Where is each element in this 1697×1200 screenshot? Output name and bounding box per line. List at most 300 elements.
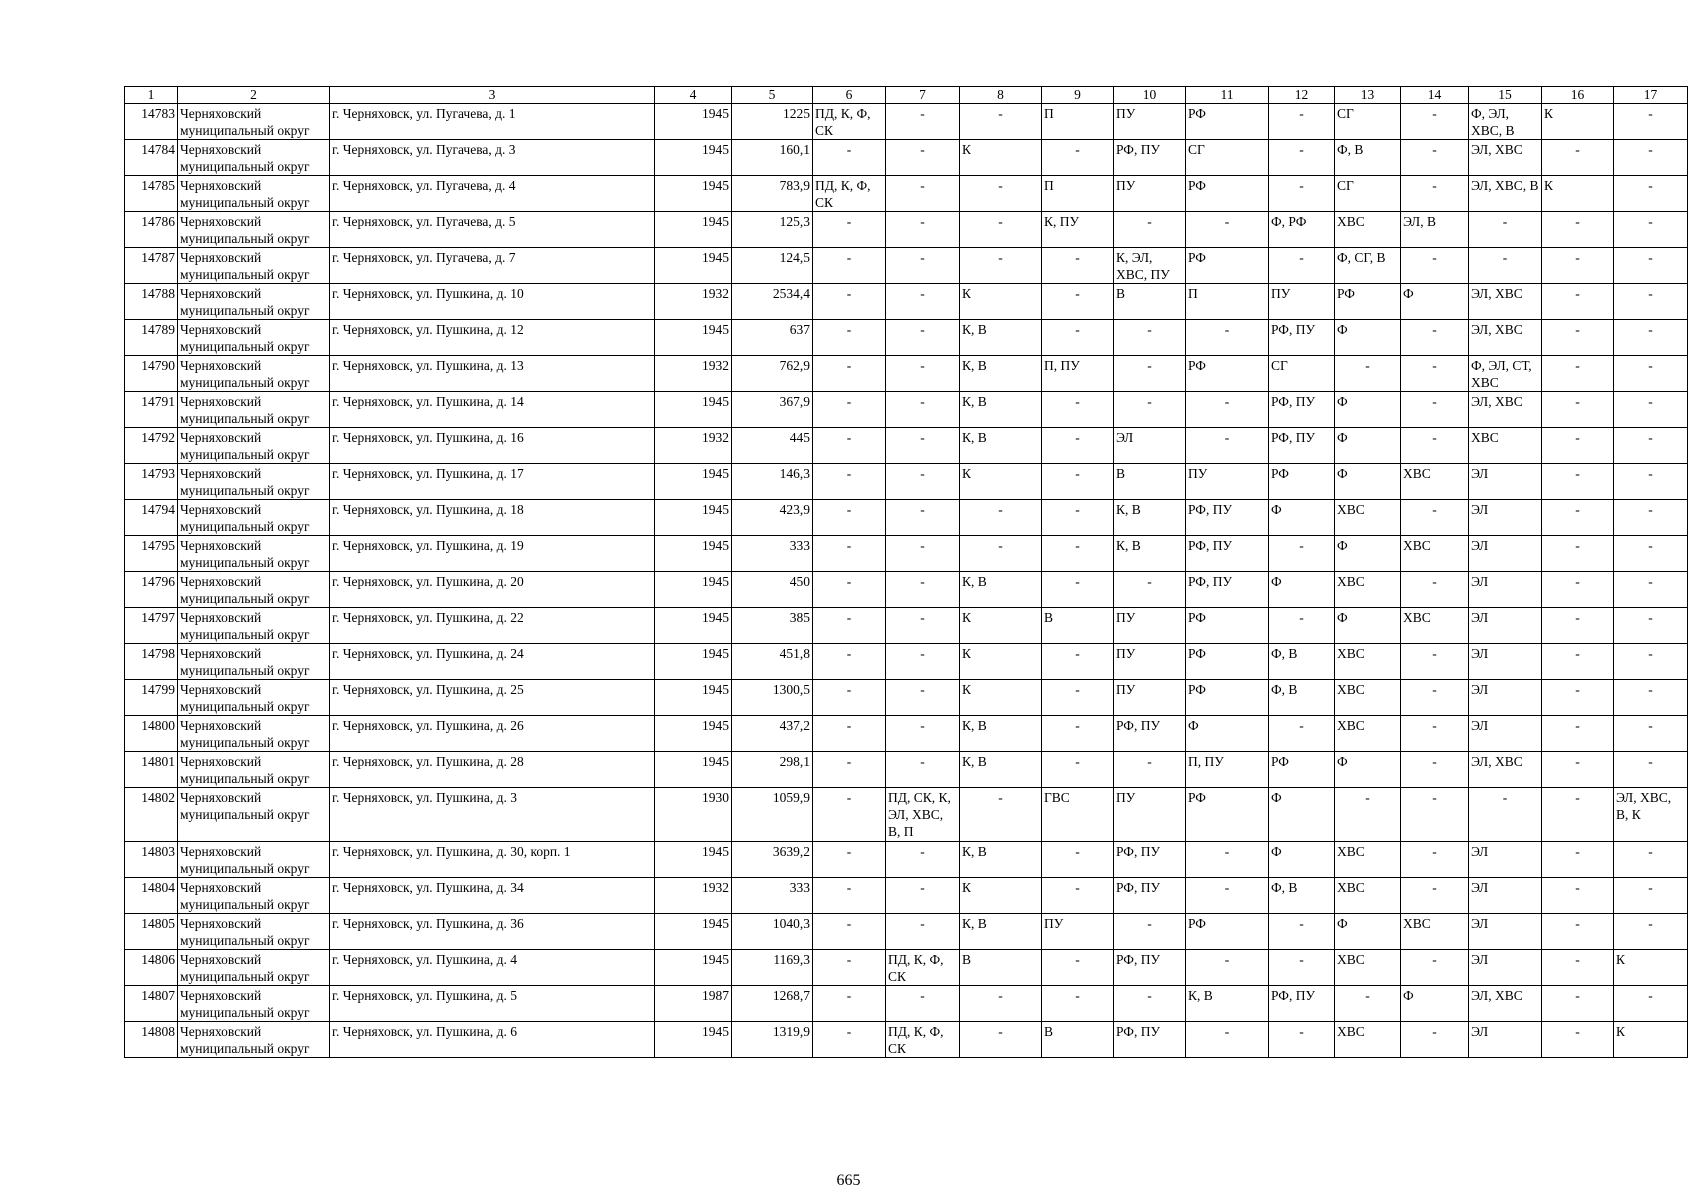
cell-col-15: ЭЛ [1469,842,1542,878]
cell-area: 333 [732,878,813,914]
cell-col-17: - [1614,392,1688,428]
cell-col-6: - [813,464,886,500]
cell-col-13: Ф, В [1335,140,1401,176]
cell-col-15: ЭЛ [1469,536,1542,572]
cell-col-8: - [960,788,1042,842]
cell-col-6: - [813,320,886,356]
cell-area: 1169,3 [732,950,813,986]
cell-district: Черняховский муниципальный округ [178,878,330,914]
cell-col-10: ПУ [1114,176,1186,212]
cell-col-13: Ф [1335,464,1401,500]
cell-col-14: - [1401,716,1469,752]
cell-area: 333 [732,536,813,572]
cell-col-15: ЭЛ [1469,716,1542,752]
cell-area: 2534,4 [732,284,813,320]
cell-col-7: - [886,356,960,392]
table-row [125,176,1688,212]
cell-district: Черняховский муниципальный округ [178,572,330,608]
cell-col-10: - [1114,572,1186,608]
cell-year-built: 1945 [655,176,732,212]
cell-col-7: - [886,392,960,428]
cell-col-7: - [886,644,960,680]
cell-col-15: ЭЛ [1469,644,1542,680]
cell-col-12: - [1269,716,1335,752]
cell-col-14: - [1401,752,1469,788]
cell-col-11: - [1186,842,1269,878]
cell-row-number: 14798 [125,644,178,680]
cell-col-8: К, В [960,842,1042,878]
cell-col-9: К, ПУ [1042,212,1114,248]
table-row [125,572,1688,608]
cell-col-12: Ф, В [1269,878,1335,914]
table-row [125,914,1688,950]
cell-col-8: К, В [960,428,1042,464]
cell-col-7: - [886,572,960,608]
cell-col-16: - [1542,842,1614,878]
cell-col-13: ХВС [1335,842,1401,878]
cell-col-17: - [1614,644,1688,680]
cell-col-9: - [1042,536,1114,572]
cell-col-13: ХВС [1335,1022,1401,1058]
table-row [125,356,1688,392]
cell-col-8: К, В [960,716,1042,752]
cell-col-6: - [813,752,886,788]
cell-col-11: РФ [1186,356,1269,392]
cell-col-7: - [886,500,960,536]
cell-col-7: - [886,104,960,140]
cell-col-12: ПУ [1269,284,1335,320]
cell-col-15: ХВС [1469,428,1542,464]
cell-col-9: - [1042,986,1114,1022]
cell-col-16: - [1542,644,1614,680]
cell-col-16: - [1542,500,1614,536]
cell-col-11: РФ [1186,680,1269,716]
cell-col-15: ЭЛ [1469,680,1542,716]
cell-col-14: - [1401,104,1469,140]
cell-col-14: - [1401,392,1469,428]
cell-col-17: - [1614,320,1688,356]
cell-row-number: 14795 [125,536,178,572]
cell-row-number: 14805 [125,914,178,950]
cell-col-10: ПУ [1114,104,1186,140]
cell-col-11: - [1186,212,1269,248]
cell-col-13: Ф [1335,608,1401,644]
cell-col-16: - [1542,950,1614,986]
cell-address: г. Черняховск, ул. Пушкина, д. 30, корп. 1 [330,842,655,878]
cell-col-12: - [1269,1022,1335,1058]
cell-col-11: Ф [1186,716,1269,752]
cell-year-built: 1945 [655,1022,732,1058]
cell-row-number: 14794 [125,500,178,536]
cell-address: г. Черняховск, ул. Пушкина, д. 34 [330,878,655,914]
cell-col-7: - [886,320,960,356]
cell-col-7: - [886,752,960,788]
cell-col-15: ЭЛ, ХВС [1469,284,1542,320]
cell-col-8: - [960,536,1042,572]
cell-col-6: - [813,716,886,752]
cell-col-17: - [1614,500,1688,536]
cell-address: г. Черняховск, ул. Пушкина, д. 18 [330,500,655,536]
cell-col-14: ХВС [1401,914,1469,950]
cell-address: г. Черняховск, ул. Пушкина, д. 24 [330,644,655,680]
cell-address: г. Черняховск, ул. Пушкина, д. 20 [330,572,655,608]
cell-col-8: В [960,950,1042,986]
cell-area: 385 [732,608,813,644]
cell-col-7: - [886,986,960,1022]
cell-col-10: РФ, ПУ [1114,842,1186,878]
cell-district: Черняховский муниципальный округ [178,248,330,284]
cell-year-built: 1945 [655,752,732,788]
cell-address: г. Черняховск, ул. Пушкина, д. 4 [330,950,655,986]
table-row [125,842,1688,878]
cell-col-6: - [813,140,886,176]
cell-row-number: 14803 [125,842,178,878]
cell-col-14: ХВС [1401,536,1469,572]
cell-col-12: - [1269,176,1335,212]
table-row [125,392,1688,428]
cell-col-8: К [960,644,1042,680]
cell-col-6: - [813,842,886,878]
cell-col-17: - [1614,140,1688,176]
cell-col-12: - [1269,104,1335,140]
cell-col-10: - [1114,914,1186,950]
cell-col-13: - [1335,788,1401,842]
cell-year-built: 1945 [655,914,732,950]
cell-col-8: - [960,212,1042,248]
cell-col-11: РФ [1186,176,1269,212]
cell-col-15: ЭЛ [1469,1022,1542,1058]
cell-col-10: К, ЭЛ, ХВС, ПУ [1114,248,1186,284]
cell-area: 160,1 [732,140,813,176]
cell-col-12: - [1269,536,1335,572]
cell-col-12: - [1269,914,1335,950]
cell-col-10: - [1114,752,1186,788]
cell-col-12: РФ, ПУ [1269,392,1335,428]
cell-col-12: Ф, В [1269,644,1335,680]
cell-col-6: - [813,572,886,608]
cell-col-15: ЭЛ [1469,464,1542,500]
cell-col-6: - [813,248,886,284]
cell-year-built: 1945 [655,392,732,428]
cell-col-9: - [1042,572,1114,608]
cell-district: Черняховский муниципальный округ [178,1022,330,1058]
cell-col-7: - [886,536,960,572]
cell-area: 1059,9 [732,788,813,842]
cell-col-12: Ф, РФ [1269,212,1335,248]
cell-col-15: ЭЛ, ХВС [1469,320,1542,356]
cell-col-11: - [1186,1022,1269,1058]
cell-area: 1040,3 [732,914,813,950]
cell-col-9: - [1042,752,1114,788]
cell-col-15: ЭЛ, ХВС [1469,140,1542,176]
cell-area: 783,9 [732,176,813,212]
cell-area: 146,3 [732,464,813,500]
cell-area: 124,5 [732,248,813,284]
table-row [125,248,1688,284]
cell-col-9: - [1042,428,1114,464]
cell-district: Черняховский муниципальный округ [178,284,330,320]
cell-col-16: - [1542,716,1614,752]
cell-col-9: ПУ [1042,914,1114,950]
column-header: 12 [1269,87,1335,104]
cell-col-10: В [1114,284,1186,320]
cell-col-12: РФ, ПУ [1269,986,1335,1022]
cell-district: Черняховский муниципальный округ [178,212,330,248]
cell-col-16: - [1542,248,1614,284]
cell-year-built: 1945 [655,104,732,140]
cell-col-8: К [960,140,1042,176]
cell-col-7: - [886,284,960,320]
cell-col-7: - [886,914,960,950]
cell-row-number: 14808 [125,1022,178,1058]
cell-address: г. Черняховск, ул. Пушкина, д. 19 [330,536,655,572]
cell-col-10: РФ, ПУ [1114,1022,1186,1058]
cell-year-built: 1945 [655,950,732,986]
cell-col-13: Ф [1335,752,1401,788]
cell-col-9: - [1042,392,1114,428]
cell-area: 451,8 [732,644,813,680]
cell-col-12: - [1269,248,1335,284]
cell-col-10: ПУ [1114,788,1186,842]
cell-address: г. Черняховск, ул. Пугачева, д. 4 [330,176,655,212]
cell-col-12: Ф, В [1269,680,1335,716]
cell-col-9: ГВС [1042,788,1114,842]
cell-col-17: - [1614,536,1688,572]
cell-row-number: 14788 [125,284,178,320]
cell-year-built: 1932 [655,284,732,320]
cell-year-built: 1945 [655,716,732,752]
cell-col-14: - [1401,248,1469,284]
cell-area: 762,9 [732,356,813,392]
cell-col-7: ПД, К, Ф, СК [886,1022,960,1058]
cell-col-7: - [886,608,960,644]
cell-col-12: РФ, ПУ [1269,428,1335,464]
cell-col-7: ПД, СК, К, ЭЛ, ХВС, В, П [886,788,960,842]
cell-col-15: ЭЛ, ХВС [1469,392,1542,428]
table-row [125,104,1688,140]
cell-address: г. Черняховск, ул. Пушкина, д. 10 [330,284,655,320]
cell-district: Черняховский муниципальный округ [178,320,330,356]
cell-col-11: - [1186,320,1269,356]
table-row [125,140,1688,176]
cell-col-15: Ф, ЭЛ, ХВС, В [1469,104,1542,140]
cell-col-17: - [1614,176,1688,212]
cell-col-15: ЭЛ [1469,608,1542,644]
cell-col-6: - [813,788,886,842]
cell-col-14: ЭЛ, В [1401,212,1469,248]
column-header: 16 [1542,87,1614,104]
table-row [125,1022,1688,1058]
cell-address: г. Черняховск, ул. Пушкина, д. 17 [330,464,655,500]
cell-col-7: - [886,716,960,752]
cell-col-15: Ф, ЭЛ, СТ, ХВС [1469,356,1542,392]
cell-col-10: РФ, ПУ [1114,140,1186,176]
cell-col-12: РФ, ПУ [1269,320,1335,356]
cell-col-9: - [1042,716,1114,752]
table-row [125,536,1688,572]
cell-col-8: - [960,104,1042,140]
cell-col-17: - [1614,752,1688,788]
cell-col-16: - [1542,536,1614,572]
cell-col-11: РФ [1186,248,1269,284]
cell-year-built: 1945 [655,644,732,680]
cell-col-14: ХВС [1401,608,1469,644]
cell-col-15: ЭЛ, ХВС, В [1469,176,1542,212]
cell-col-11: РФ, ПУ [1186,500,1269,536]
cell-col-7: - [886,464,960,500]
cell-address: г. Черняховск, ул. Пугачева, д. 5 [330,212,655,248]
cell-col-17: ЭЛ, ХВС, В, К [1614,788,1688,842]
cell-col-9: - [1042,248,1114,284]
cell-col-7: - [886,248,960,284]
cell-col-7: - [886,212,960,248]
cell-col-6: ПД, К, Ф, СК [813,176,886,212]
cell-row-number: 14791 [125,392,178,428]
cell-col-8: К [960,608,1042,644]
cell-col-6: - [813,986,886,1022]
cell-row-number: 14807 [125,986,178,1022]
cell-col-9: - [1042,878,1114,914]
column-header: 14 [1401,87,1469,104]
cell-year-built: 1932 [655,356,732,392]
cell-col-8: К, В [960,392,1042,428]
cell-col-12: СГ [1269,356,1335,392]
cell-row-number: 14793 [125,464,178,500]
cell-address: г. Черняховск, ул. Пушкина, д. 28 [330,752,655,788]
cell-col-8: К, В [960,356,1042,392]
cell-col-17: - [1614,284,1688,320]
cell-col-11: - [1186,878,1269,914]
table-row [125,680,1688,716]
cell-col-16: - [1542,392,1614,428]
cell-col-6: - [813,608,886,644]
cell-col-10: РФ, ПУ [1114,716,1186,752]
cell-col-15: ЭЛ, ХВС [1469,752,1542,788]
cell-col-11: П, ПУ [1186,752,1269,788]
cell-year-built: 1945 [655,464,732,500]
cell-col-13: - [1335,356,1401,392]
cell-col-17: - [1614,104,1688,140]
cell-col-6: - [813,680,886,716]
cell-col-7: - [886,428,960,464]
table-row [125,212,1688,248]
cell-col-11: П [1186,284,1269,320]
cell-col-6: - [813,950,886,986]
column-header: 9 [1042,87,1114,104]
cell-col-16: - [1542,1022,1614,1058]
cell-col-16: - [1542,464,1614,500]
cell-row-number: 14797 [125,608,178,644]
cell-col-12: - [1269,950,1335,986]
cell-col-8: К, В [960,572,1042,608]
cell-area: 298,1 [732,752,813,788]
cell-col-16: - [1542,788,1614,842]
cell-col-8: К, В [960,752,1042,788]
cell-col-10: - [1114,212,1186,248]
cell-col-11: РФ [1186,608,1269,644]
cell-col-13: Ф [1335,320,1401,356]
column-header: 8 [960,87,1042,104]
cell-col-12: РФ [1269,464,1335,500]
cell-row-number: 14804 [125,878,178,914]
cell-col-8: К, В [960,914,1042,950]
cell-year-built: 1945 [655,536,732,572]
cell-col-10: В [1114,464,1186,500]
cell-col-12: - [1269,140,1335,176]
cell-col-7: - [886,878,960,914]
cell-col-14: - [1401,356,1469,392]
cell-row-number: 14802 [125,788,178,842]
cell-col-10: ПУ [1114,680,1186,716]
cell-district: Черняховский муниципальный округ [178,716,330,752]
cell-col-13: Ф, СГ, В [1335,248,1401,284]
cell-col-6: - [813,500,886,536]
cell-col-10: - [1114,392,1186,428]
cell-col-17: К [1614,950,1688,986]
cell-col-13: ХВС [1335,572,1401,608]
cell-col-10: ЭЛ [1114,428,1186,464]
cell-year-built: 1945 [655,248,732,284]
cell-col-16: К [1542,176,1614,212]
cell-row-number: 14790 [125,356,178,392]
cell-col-16: - [1542,212,1614,248]
cell-district: Черняховский муниципальный округ [178,644,330,680]
cell-col-9: - [1042,644,1114,680]
cell-col-9: - [1042,464,1114,500]
cell-district: Черняховский муниципальный округ [178,428,330,464]
cell-col-13: СГ [1335,104,1401,140]
cell-address: г. Черняховск, ул. Пушкина, д. 12 [330,320,655,356]
cell-district: Черняховский муниципальный округ [178,356,330,392]
cell-col-15: ЭЛ [1469,878,1542,914]
cell-year-built: 1945 [655,140,732,176]
cell-year-built: 1945 [655,212,732,248]
cell-row-number: 14799 [125,680,178,716]
cell-col-9: - [1042,500,1114,536]
cell-col-11: РФ [1186,644,1269,680]
cell-col-14: - [1401,140,1469,176]
column-header: 1 [125,87,178,104]
cell-col-16: - [1542,320,1614,356]
table-row [125,878,1688,914]
cell-col-11: СГ [1186,140,1269,176]
cell-col-17: - [1614,464,1688,500]
cell-area: 125,3 [732,212,813,248]
cell-col-10: - [1114,986,1186,1022]
column-header: 13 [1335,87,1401,104]
cell-col-6: - [813,356,886,392]
cell-col-16: - [1542,572,1614,608]
cell-year-built: 1987 [655,986,732,1022]
cell-col-17: - [1614,716,1688,752]
cell-col-16: - [1542,914,1614,950]
table-row [125,500,1688,536]
cell-col-8: - [960,1022,1042,1058]
cell-col-13: СГ [1335,176,1401,212]
cell-col-9: П [1042,176,1114,212]
cell-col-11: РФ, ПУ [1186,536,1269,572]
cell-col-8: - [960,176,1042,212]
cell-col-9: В [1042,608,1114,644]
cell-col-16: К [1542,104,1614,140]
cell-col-17: - [1614,428,1688,464]
cell-col-14: - [1401,680,1469,716]
cell-address: г. Черняховск, ул. Пушкина, д. 3 [330,788,655,842]
cell-address: г. Черняховск, ул. Пушкина, д. 26 [330,716,655,752]
cell-district: Черняховский муниципальный округ [178,500,330,536]
cell-year-built: 1930 [655,788,732,842]
cell-col-15: - [1469,212,1542,248]
